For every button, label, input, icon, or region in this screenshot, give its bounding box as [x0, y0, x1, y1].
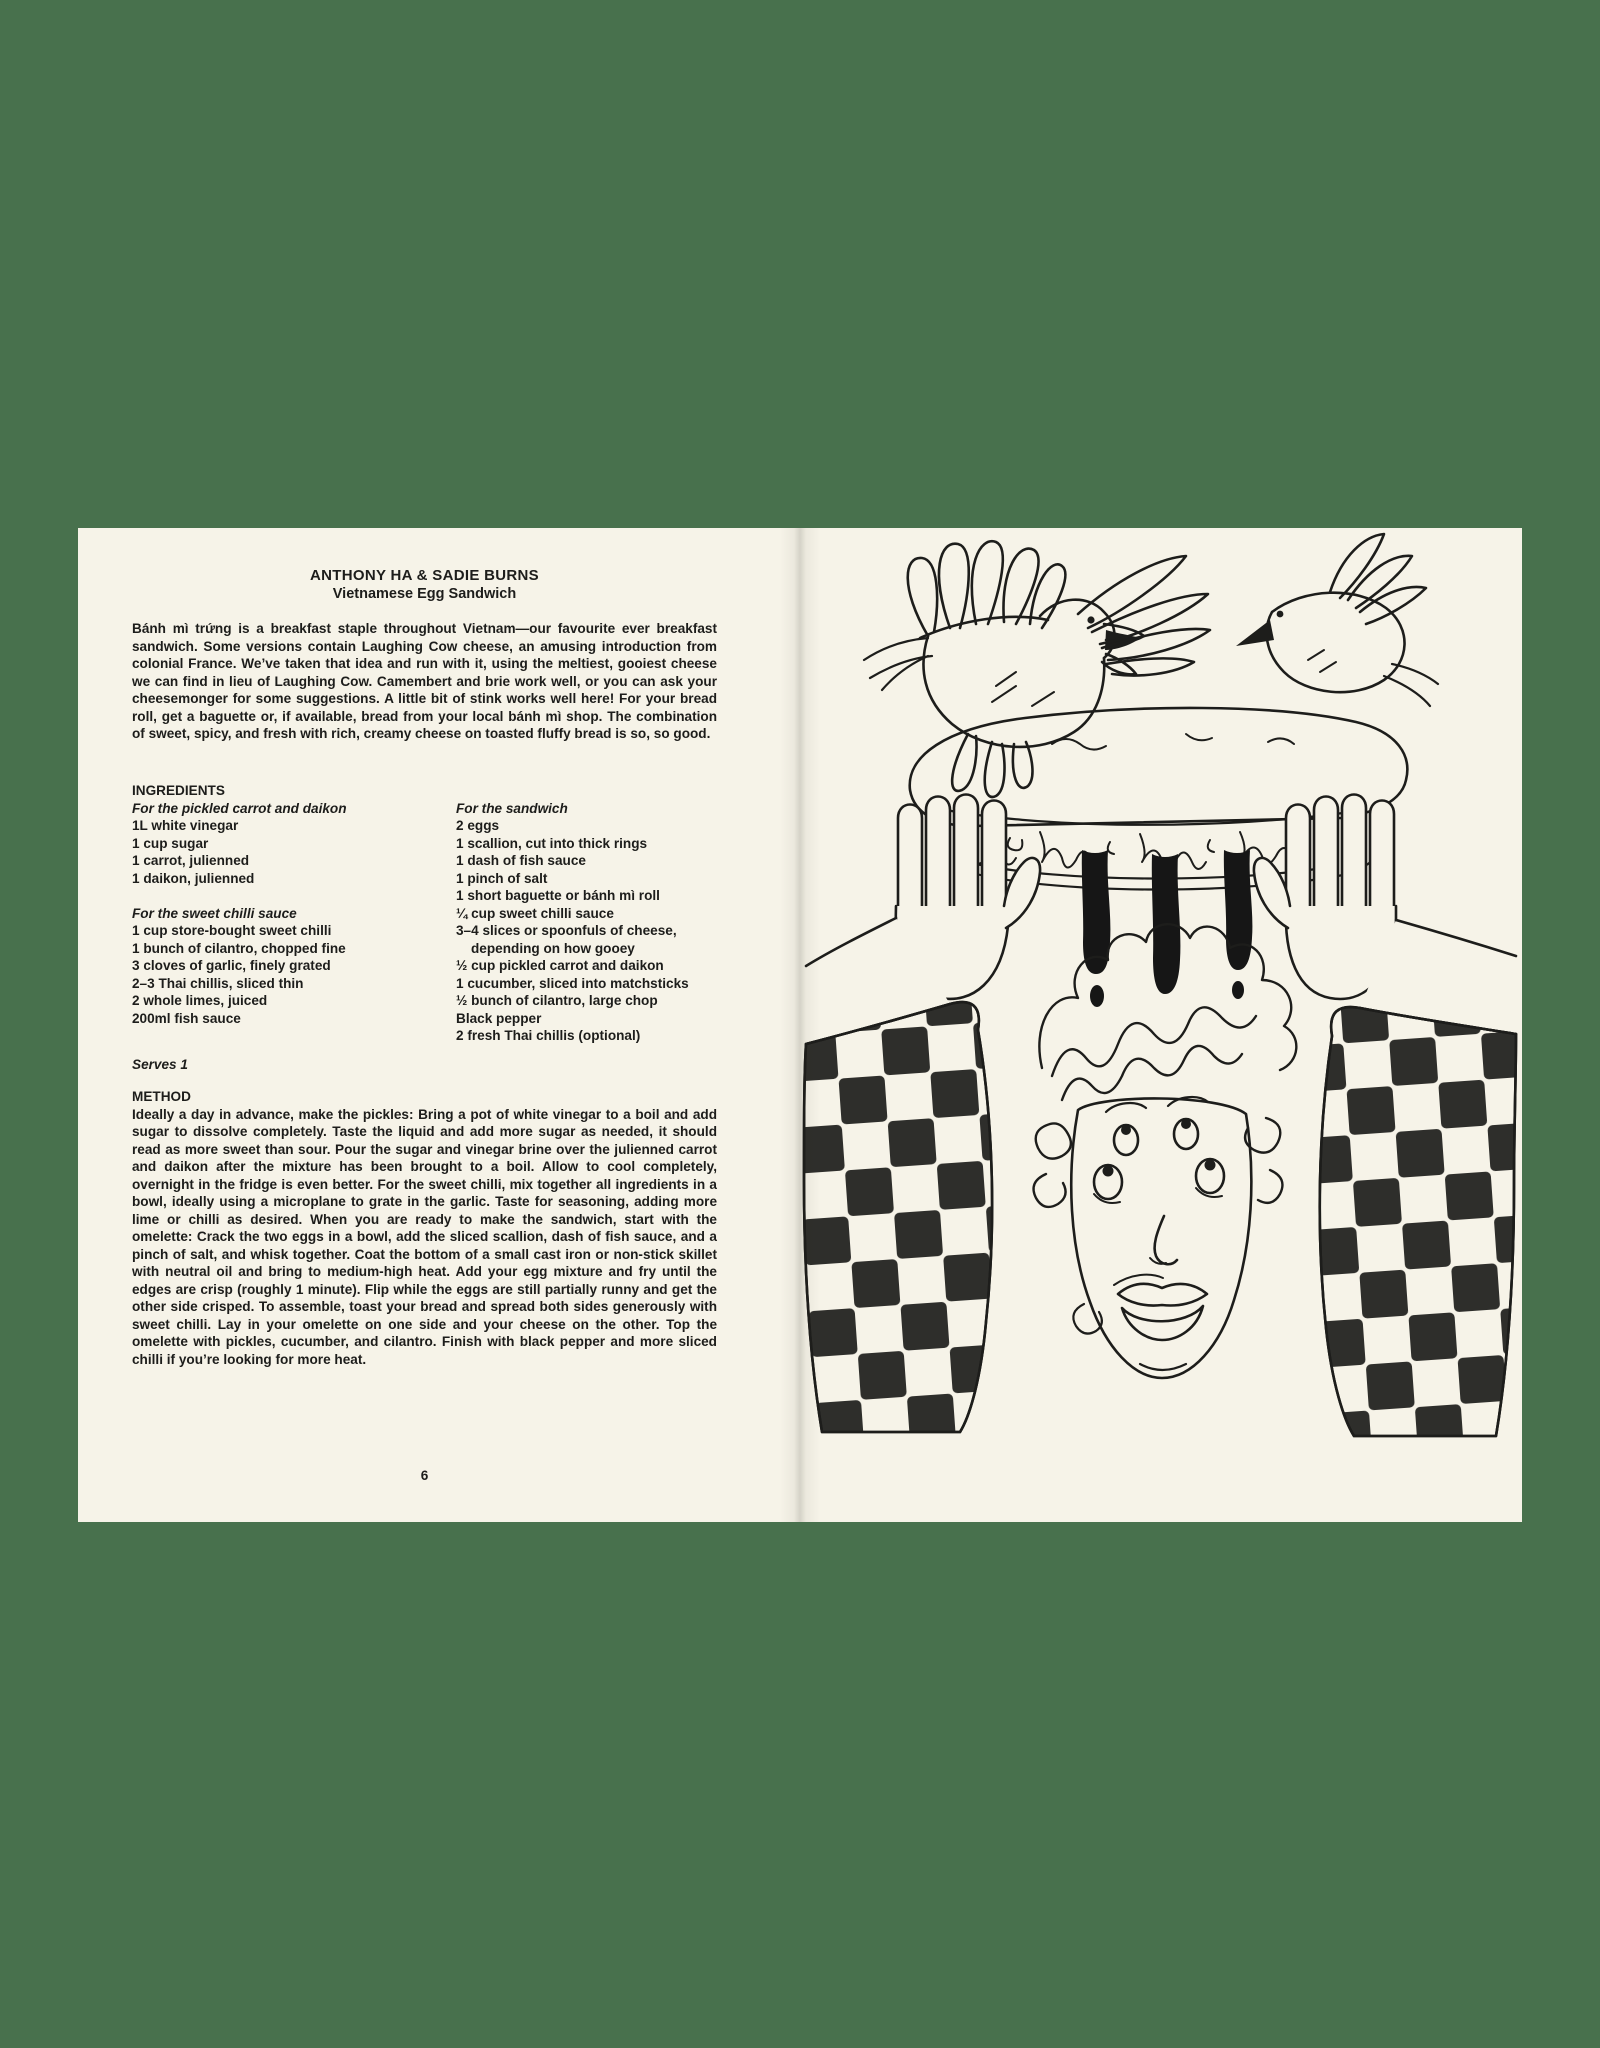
sweet-chilli-ingredient-list [132, 922, 456, 1027]
ingredients-column-1 [132, 800, 456, 1045]
group-title-sandwich: For the sandwich [456, 800, 568, 816]
ingredient-item: 2 whole limes, juiced [132, 993, 268, 1008]
sandwich-ingredient-list [456, 817, 717, 1045]
ingredient-item: 1 short baguette or bánh mì roll [456, 888, 660, 903]
open-cookbook-spread [78, 528, 1522, 1522]
title-block [132, 566, 717, 604]
ingredient-item: 2–3 Thai chillis, sliced thin [132, 975, 304, 991]
ingredient-item: 1 dash of fish sauce [456, 853, 586, 868]
upturned-face [1071, 1097, 1251, 1378]
banh-mi-illustration [800, 528, 1522, 1522]
checkered-sleeve-right [1320, 1007, 1516, 1436]
ingredient-item: ¼ cup sweet chilli sauce [456, 905, 614, 921]
ingredient-item: 2 fresh Thai chillis (optional) [456, 1028, 641, 1043]
ingredient-item: 3–4 slices or spoonfuls of cheese, depending on how gooey [456, 923, 677, 956]
ingredient-item: 1 cucumber, sliced into matchsticks [456, 975, 689, 991]
sauce-drips [1082, 850, 1253, 1007]
ingredient-item: 1 carrot, julienned [132, 853, 250, 868]
bird-right-eye [1277, 611, 1284, 618]
intro-paragraph: Bánh mì trứng is a breakfast staple throughout Vietnam—our favourite ever breakfast sandwich. Some versions contain Laughing Cow cheese, an amusing introduction from colonial France. We’ve taken that idea and run with it, using the meltiest, gooiest cheese we can find in lieu of Laughing Cow. Camembert and brie work well, or you can ask your cheesemonger for some suggestions. A little bit of stink works well here! For your bread roll, get a baguette or, if available, bread from your local bánh mì shop. The combination of sweet, spicy, and fresh with rich, creamy cheese on toasted fluffy bread is so, so good. [132, 621, 717, 741]
ingredient-item: 200ml fish sauce [132, 1010, 241, 1026]
author-names: ANTHONY HA & SADIE BURNS [310, 567, 539, 584]
right-hand [1254, 795, 1396, 999]
ingredients-column-2 [456, 800, 717, 1045]
pickles-ingredient-list [132, 817, 456, 887]
recipe-title: Vietnamese Egg Sandwich [332, 586, 517, 602]
ingredients-section [132, 782, 717, 1045]
group-title-pickles: For the pickled carrot and daikon [132, 800, 347, 816]
ingredient-item: ½ cup pickled carrot and daikon [456, 958, 664, 973]
ingredient-item: ½ bunch of cilantro, large chop [456, 993, 658, 1008]
bird-left-eye [1087, 616, 1094, 623]
ingredients-header: INGREDIENTS [132, 783, 225, 798]
right-illustration-page [800, 528, 1522, 1522]
method-section [132, 1088, 717, 1368]
ingredient-item: Black pepper [456, 1010, 542, 1026]
serves-line: Serves 1 [132, 1057, 188, 1072]
group-title-sweet-chilli: For the sweet chilli sauce [132, 905, 297, 921]
ingredient-item: 1 bunch of cilantro, chopped fine [132, 940, 346, 956]
method-header: METHOD [132, 1089, 191, 1104]
ingredient-item: 3 cloves of garlic, finely grated [132, 958, 331, 973]
ingredient-item: 2 eggs [456, 818, 500, 833]
bird-right [1236, 534, 1438, 706]
ingredient-item: 1 cup sugar [132, 835, 209, 851]
method-paragraph: Ideally a day in advance, make the pickles: Bring a pot of white vinegar to a boil and add sugar to dissolve completely. Taste the liquid and add more sugar as needed, it should read as more sweet than sour. Pour the sugar and vinegar brine over the julienned carrot and daikon after the mixture has been brought to a boil. Allow to cool completely, overnight in the fridge is even better. For the sweet chilli, mix together all ingredients in a bowl, ideally using a microplane to grate in the garlic. Taste for seasoning, adding more lime or chilli as desired. When you are ready to make the sandwich, start with the omelette: Crack the two eggs in a bowl, add the sliced scallion, dash of fish sauce, and a pinch of salt, and whisk together. Coat the bottom of a small cast iron or non-stick skillet with neutral oil and bring to medium-high heat. Add your egg mixture and fry until the edges are crisp (roughly 1 minute). Flip while the eggs are still partially runny and get the other side crisped. To assemble, toast your bread and spread both sides generously with sweet chilli. Lay in your omelette on one side and your cheese on the other. Top the omelette with pickles, cucumber, and cilantro. Finish with black pepper and more sliced chilli if you’re looking for more heat. [132, 1106, 717, 1367]
ingredients-columns [132, 800, 717, 1045]
ingredient-item: 1 cup store-bought sweet chilli [132, 923, 332, 938]
left-recipe-page [78, 528, 800, 1522]
ingredient-item: 1 daikon, julienned [132, 870, 255, 886]
ingredient-item: 1L white vinegar [132, 818, 239, 833]
checkered-sleeve-left [804, 1002, 992, 1432]
page-number: 6 [420, 1468, 429, 1483]
ingredient-item: 1 pinch of salt [456, 870, 548, 886]
ingredient-item: 1 scallion, cut into thick rings [456, 835, 648, 851]
